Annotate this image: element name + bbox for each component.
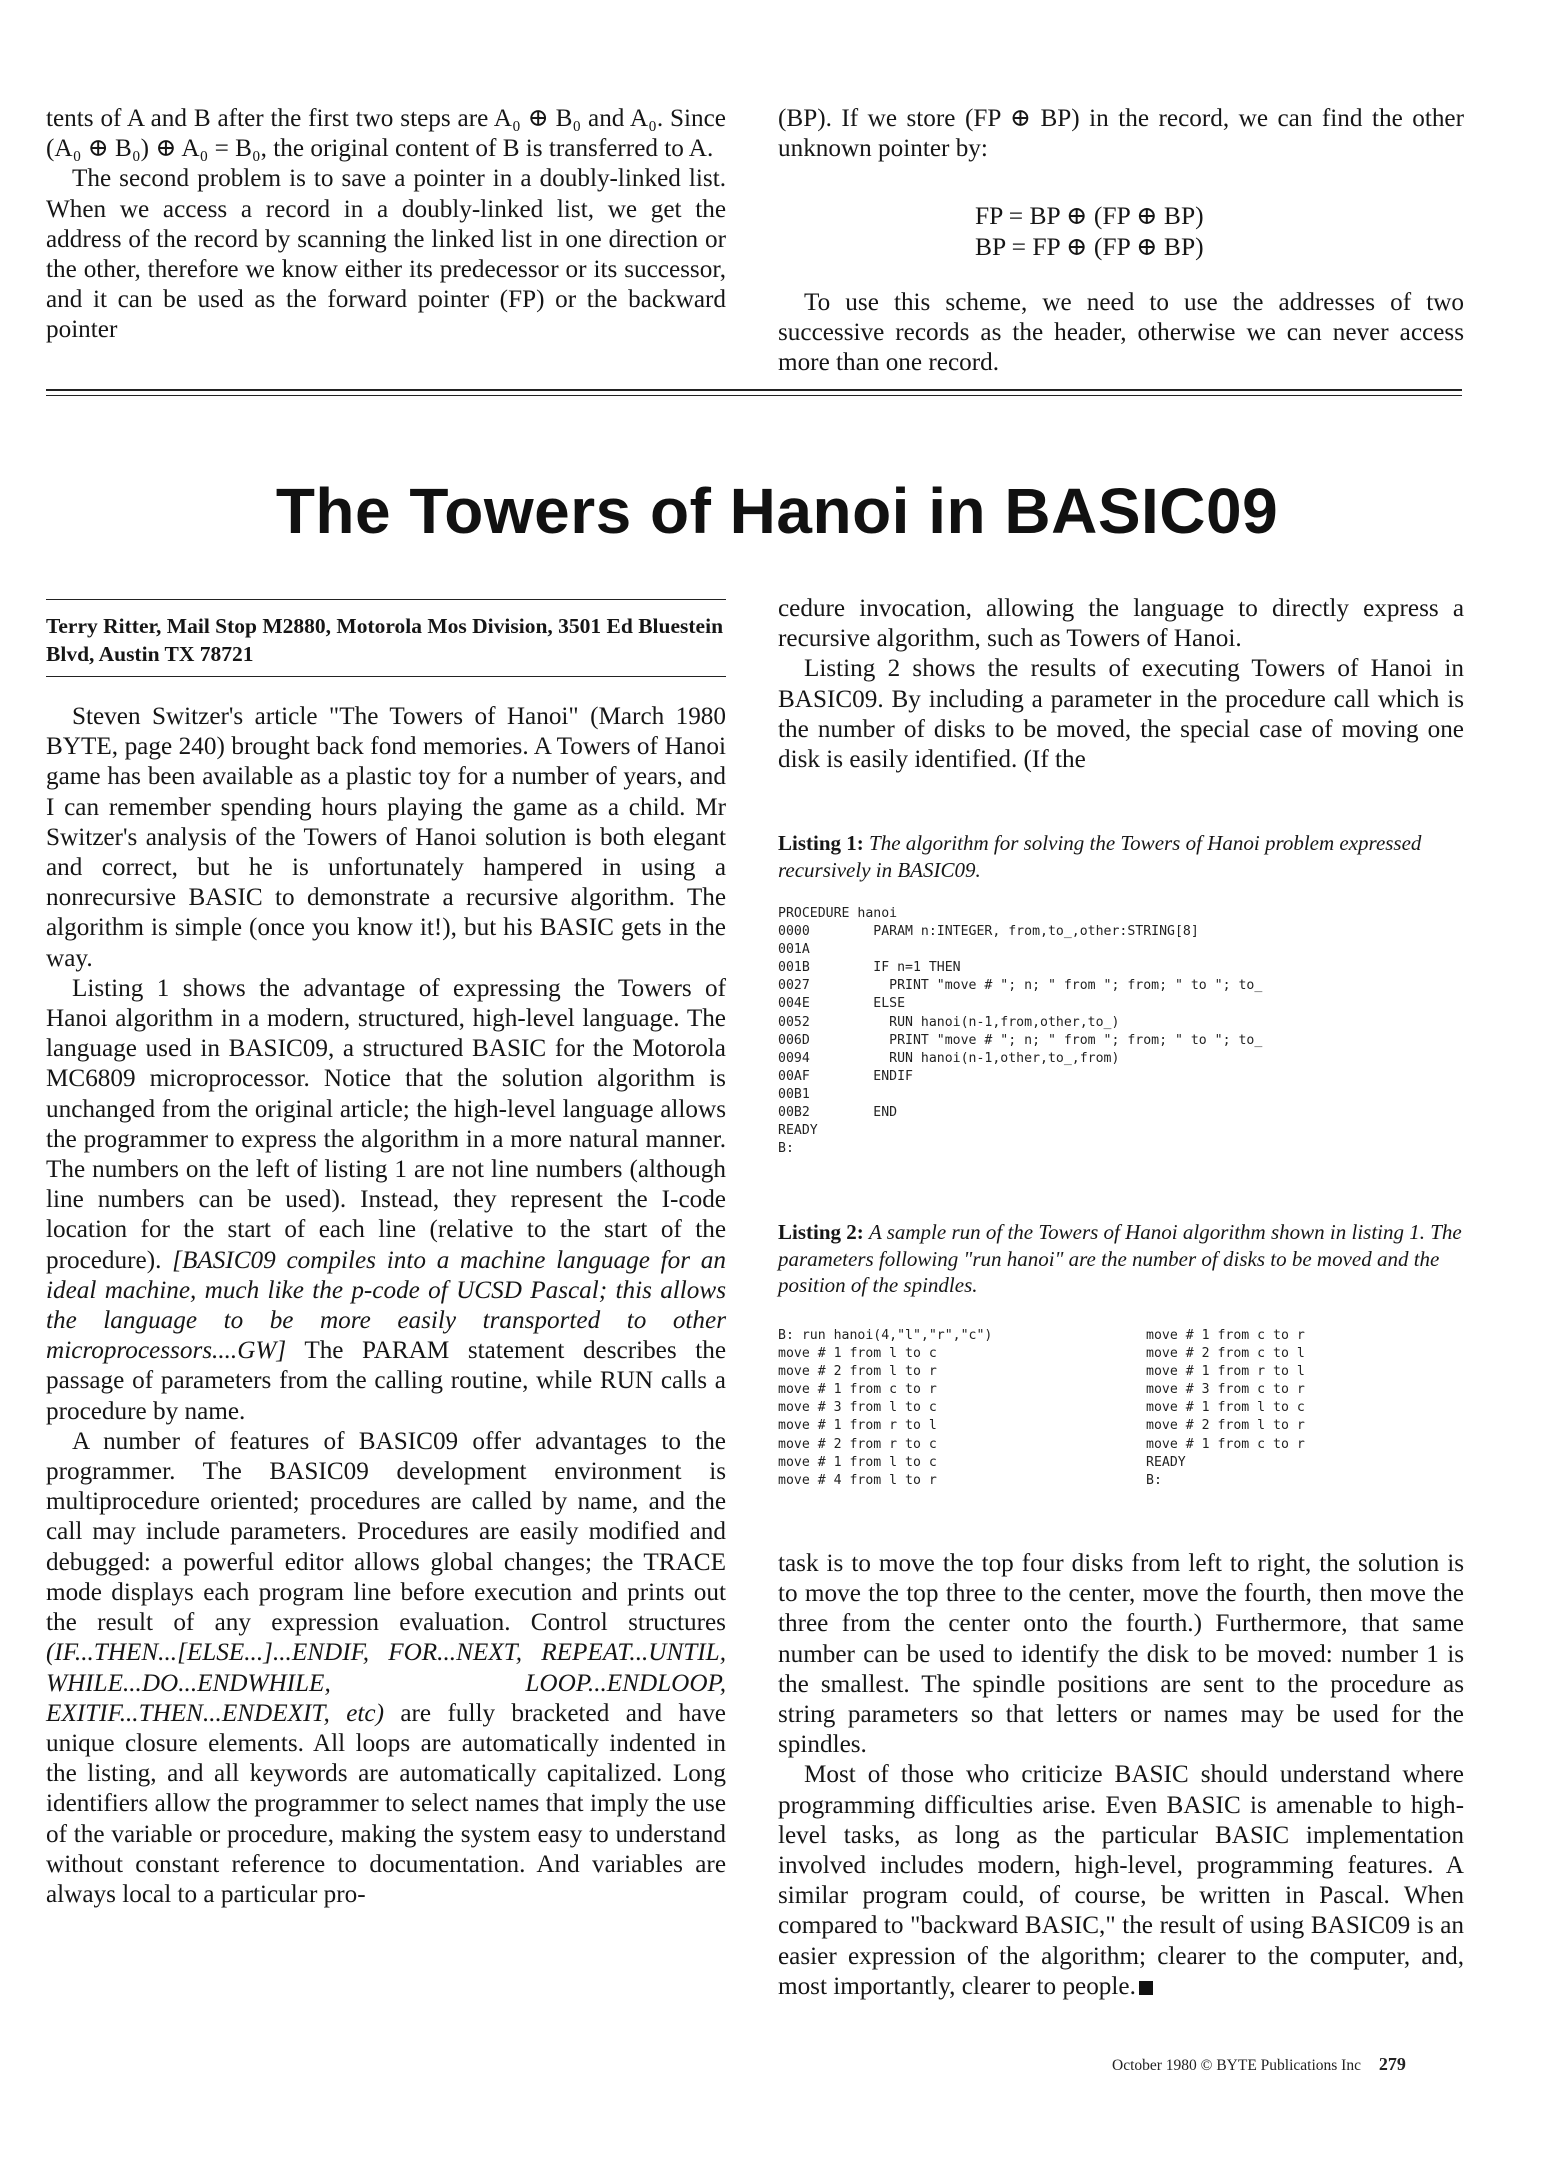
byline-rule-top <box>46 599 726 600</box>
page-footer <box>1112 2054 1406 2075</box>
right-paragraph-4 <box>778 1760 1464 2002</box>
listing2-caption-text: A sample run of the Towers of Hanoi algorithm shown in listing 1. The parameters following "run hanoi" are the number of disks to be moved and the position of the spindles. <box>778 1220 1462 1297</box>
prev-right-outro-block <box>778 288 1464 379</box>
listing2-caption <box>778 1219 1464 1299</box>
body-paragraph-3-text: A number of features of BASIC09 offer advantages to the programmer. The BASIC09 development environment is multiprocedure oriented; procedures are called by name, and the call may include parameters. Procedures are easily modified and debugged: a powerful editor allows global changes; the TRACE mode displays each program line before execution and prints out the result of any expression evaluation. Control structures <box>46 1427 726 1637</box>
article-left-column <box>46 702 726 1910</box>
prev-right-outro: To use this scheme, we need to use the addresses of two successive records as the header, otherwise we can never access more than one record. <box>778 289 1464 377</box>
editor-note: [BASIC09 compiles into a machine language for an ideal machine, much like the p-code of UCSD Pascal; this allows the language to be more easily transported to other microprocessors....GW] <box>46 1246 726 1365</box>
byline: Terry Ritter, Mail Stop M2880, Motorola Mos Division, 3501 Ed Bluestein Blvd, Austin TX 78721 <box>46 614 724 666</box>
section-divider <box>46 389 1462 396</box>
right-paragraph-3: task is to move the top four disks from left to right, the solution is to move the top three to the center, move the fourth, then move the three from the center onto the fourth.) Furthermore, that same number can be used to identify the disk to be moved: number 1 is the smallest. The spindle positions are sent to the procedure as string parameters so that letters or names may be used for the spindles. <box>778 1550 1464 1759</box>
article-right-column-top <box>778 594 1464 775</box>
body-paragraph-3 <box>46 1427 726 1910</box>
right-paragraph-1: cedure invocation, allowing the language to directly express a recursive algorithm, such as Towers of Hanoi. <box>778 595 1464 653</box>
body-paragraph-2 <box>46 974 726 1427</box>
param-sentence: The PARAM statement describes the passage of parameters from the calling routine, while RUN calls a procedure by name. <box>46 1337 726 1425</box>
body-paragraph-1: Steven Switzer's article "The Towers of Hanoi" (March 1980 BYTE, page 240) brought back fond memories. A Towers of Hanoi game has been available as a plastic toy for a number of years, and I can remember spending hours playing the game as a child. Mr Switzer's analysis of the Towers of Hanoi solution is both elegant and correct, but he is unfortunately hampered in using a nonrecursive BASIC to demonstrate a recursive algorithm. The algorithm is simple (once you know it!), but his BASIC gets in the way. <box>46 703 726 972</box>
body-paragraph-2-text: Listing 1 shows the advantage of expressing the Towers of Hanoi algorithm in a modern, structured, high-level language. The language used in BASIC09, a structured BASIC for the Motorola MC6809 microprocessor. Notice that the solution algorithm is unchanged from the original article; the high-level language allows the programmer to express the algorithm in a more natural manner. The numbers on the left of listing 1 are not line numbers (although line numbers can be used). Instead, they represent the I-code location for the start of each line (relative to the start of the procedure). <box>46 974 726 1274</box>
article-right-column-bottom <box>778 1549 1464 2002</box>
body-paragraph-3-end: are fully bracketed and have unique closure elements. All loops are automatically indented in the listing, and all keywords are automatically capitalized. Long identifiers allow the programmer to select names that imply the use of the variable or procedure, making the system easy to understand without constant reference to documentation. And variables are always local to a particular pro- <box>46 1699 726 1908</box>
page-number: 279 <box>1378 2054 1406 2074</box>
prev-paragraph-1: tents of A and B after the first two steps are A₀ ⊕ B₀ and A₀. Since (A₀ ⊕ B₀) ⊕ A₀ = B₀, the original content of B is transferred to A. <box>46 105 726 163</box>
equation-fp: FP = BP ⊕ (FP ⊕ BP) <box>975 201 1204 230</box>
listing2-label: Listing 2: <box>778 1220 864 1244</box>
control-structures-list: (IF...THEN...[ELSE...]...ENDIF, FOR...NEXT, REPEAT...UNTIL, WHILE...DO...ENDWHILE, LOOP...ENDLOOP, EXITIF...THEN...ENDEXIT, etc) <box>46 1639 726 1727</box>
right-paragraph-2: Listing 2 shows the results of executing Towers of Hanoi in BASIC09. By including a parameter in the procedure call which is the number of disks to be moved, the special case of moving one disk is easily identified. (If the <box>778 655 1464 774</box>
listing2-code-left: B: run hanoi(4,"l","r","c") move # 1 from l to c move # 2 from l to r move # 1 from c to r move # 3 from l to c move # 1 from r to l move # 2 from r to c move # 1 from l to c move # 4 from l to r <box>778 1328 993 1488</box>
equation-bp: BP = FP ⊕ (FP ⊕ BP) <box>975 232 1204 261</box>
prev-right-intro: (BP). If we store (FP ⊕ BP) in the record, we can find the other unknown pointer by: <box>778 105 1464 163</box>
listing1-code: PROCEDURE hanoi 0000 PARAM n:INTEGER, from,to_,other:STRING[8] 001A 001B IF n=1 THEN 0027 PRINT "move # "; n; " from "; from; " to "; to_ 004E ELSE 0052 RUN hanoi(n-1,from,other,to_) 006D PRINT "move # "; n; " from "; from; " to "; to_ 0094 RUN hanoi(n-1,other,to_,from) 00AF ENDIF 00B1 00B2 END READY B: <box>778 906 1263 1157</box>
xor-equations <box>975 200 1204 262</box>
listing1-caption <box>778 830 1464 883</box>
article-title: The Towers of Hanoi in BASIC09 <box>275 475 1279 547</box>
byline-rule-bottom <box>46 676 726 677</box>
prev-article-left-column <box>46 104 726 346</box>
footer-text: October 1980 © BYTE Publications Inc <box>1112 2057 1361 2074</box>
end-mark-icon <box>1139 1981 1153 1995</box>
listing1-caption-text: The algorithm for solving the Towers of Hanoi problem expressed recursively in BASIC09. <box>778 831 1422 882</box>
listing2-code-right: move # 1 from c to r move # 2 from c to l move # 1 from r to l move # 3 from c to r move # 1 from l to c move # 2 from l to r move # 1 from c to r READY B: <box>1146 1328 1305 1488</box>
right-paragraph-4-text: Most of those who criticize BASIC should understand where programming difficulties arise. Even BASIC is amenable to high-level tasks, as long as the particular BASIC implementation involved includes modern, high-level, programming features. A similar program could, of course, be written in Pascal. When compared to "backward BASIC," the result of using BASIC09 is an easier expression of the algorithm; clearer to the computer, and, most importantly, clearer to people. <box>778 1761 1464 2000</box>
listing1-label: Listing 1: <box>778 831 864 855</box>
prev-article-right-column <box>778 104 1464 164</box>
prev-paragraph-2: The second problem is to save a pointer in a doubly-linked list. When we access a record in a doubly-linked list, we get the address of the record by scanning the linked list in one direction or the other, therefore we know either its predecessor or its successor, and it can be used as the forward pointer (FP) or the backward pointer <box>46 165 726 344</box>
